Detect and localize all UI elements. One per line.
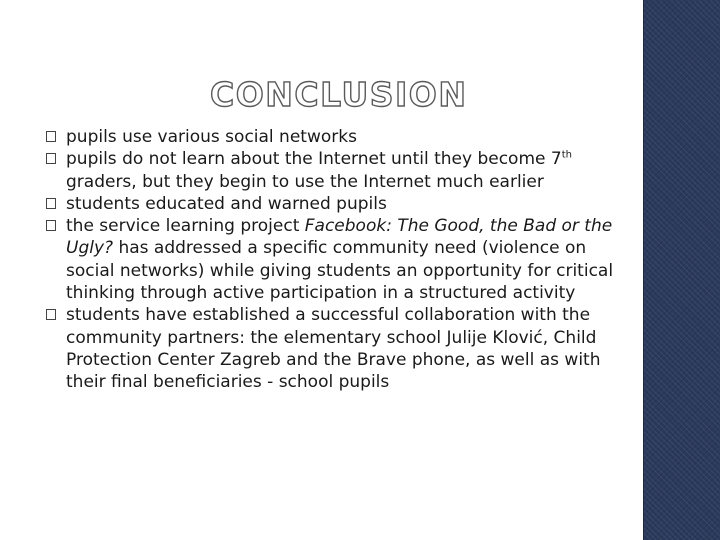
bullet-icon [46,309,56,320]
bullet-item-internet [46,148,621,193]
bullet-item-networks [46,126,621,148]
bullet-text: pupils use various social networks [66,127,357,147]
ordinal-superscript: th [561,149,572,161]
bullet-text-start: pupils do not learn about the Internet until they become 7 [66,149,562,170]
bullet-text: students have established a successful collaboration with the community partners: the elementary school Julije Klović, Child Protection Center Zagreb and the Brave phone, as well as with their final beneficiaries - school pupils [66,305,601,393]
bullet-item-collaboration [46,304,621,393]
bullet-icon [46,220,56,231]
project-title: Facebook: The Good, the Bad or the Ugly? [66,216,613,259]
bullet-item-project [46,215,621,304]
decorative-side-panel [643,0,720,540]
bullet-icon [46,198,56,209]
bullet-text-start: the service learning project [66,216,305,237]
slide-title: CONCLUSION [210,75,468,114]
bullet-list [46,126,621,394]
bullet-text: students educated and warned pupils [66,193,387,214]
bullet-item-educated [46,193,621,215]
bullet-text-end: graders, but they begin to use the Internet much earlier [66,171,544,192]
bullet-icon [46,153,56,164]
bullet-icon [46,131,56,142]
bullet-text-end: has addressed a specific community need (violence on social networks) while giving students an opportunity for critical thinking through active participation in a structured activity [66,238,614,304]
